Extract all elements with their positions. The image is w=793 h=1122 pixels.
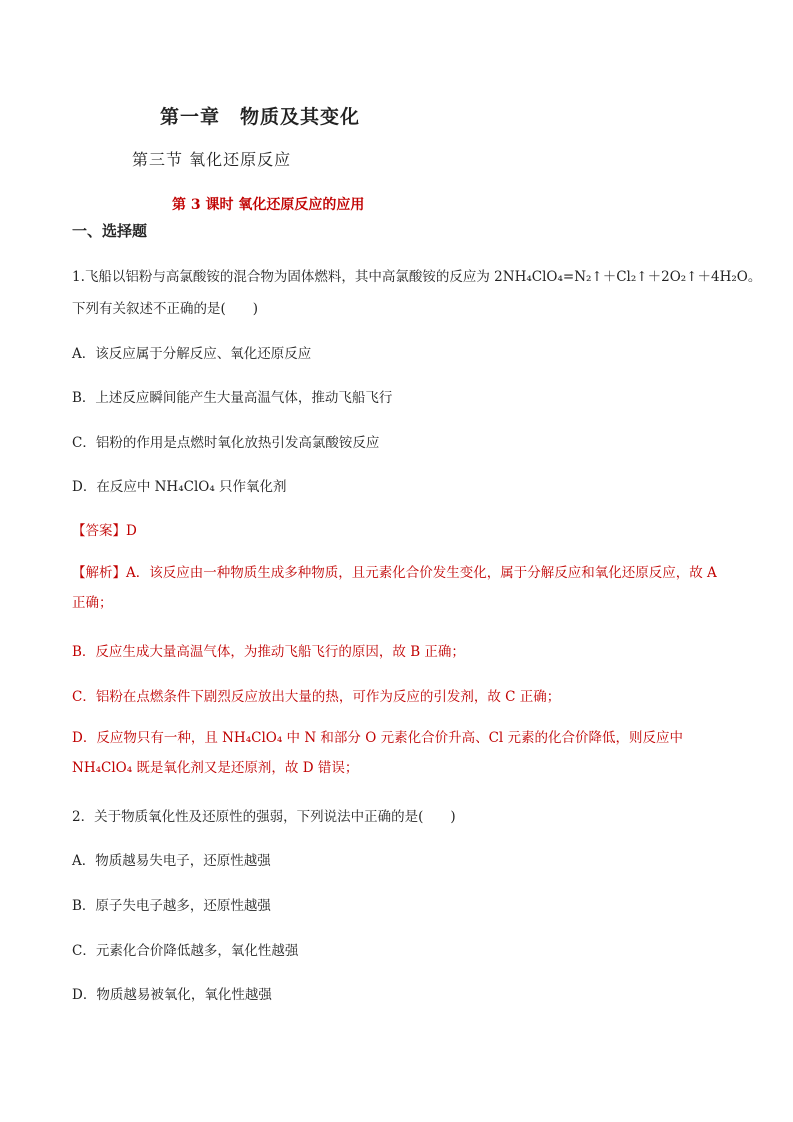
q1-answer: 【答案】D (72, 523, 137, 539)
q2-option-d: D．物质越易被氧化，氧化性越强 (72, 987, 272, 1003)
q1-analysis-b: B．反应生成大量高温气体，为推动飞船飞行的原因，故 B 正确； (72, 644, 465, 660)
q2-option-a: A．物质越易失电子，还原性越强 (72, 853, 271, 869)
chapter-title: 第一章 物质及其变化 (160, 106, 361, 128)
q1-analysis-c: C．铝粉在点燃条件下剧烈反应放出大量的热，可作为反应的引发剂，故 C 正确； (72, 689, 561, 705)
q1-stem-line2: 下列有关叙述不正确的是( ) (72, 301, 259, 317)
q2-option-c: C．元素化合价降低越多，氧化性越强 (72, 943, 299, 959)
q1-option-d: D．在反应中 NH₄ClO₄ 只作氧化剂 (72, 479, 287, 495)
q1-option-c: C．铝粉的作用是点燃时氧化放热引发高氯酸铵反应 (72, 435, 380, 451)
section-title: 第三节 氧化还原反应 (132, 150, 292, 169)
q1-analysis-a: 【解析】A．该反应由一种物质生成多种物质，且元素化合价发生变化，属于分解反应和氧化还原反应，故 A 正确； (72, 565, 717, 611)
q1-stem-line1: 1.飞船以铝粉与高氯酸铵的混合物为固体燃料，其中高氯酸铵的反应为 2NH₄ClO₄=N₂↑＋Cl₂↑＋2O₂↑＋4H₂O。 (72, 269, 762, 285)
part-heading: 一、选择题 (72, 222, 148, 240)
q1-option-b: B．上述反应瞬间能产生大量高温气体，推动飞船飞行 (72, 390, 393, 406)
q1-analysis-d: D．反应物只有一种，且 NH₄ClO₄ 中 N 和部分 O 元素化合价升高、Cl 元素的化合价降低，则反应中 NH₄ClO₄ 既是氧化剂又是还原剂，故 D 错误； (72, 730, 684, 776)
lesson-title: 第 3 课时 氧化还原反应的应用 (172, 197, 365, 213)
q2-stem: 2．关于物质氧化性及还原性的强弱，下列说法中正确的是( ) (72, 809, 456, 825)
q1-option-a: A．该反应属于分解反应、氧化还原反应 (72, 346, 312, 362)
q2-option-b: B．原子失电子越多，还原性越强 (72, 898, 271, 914)
